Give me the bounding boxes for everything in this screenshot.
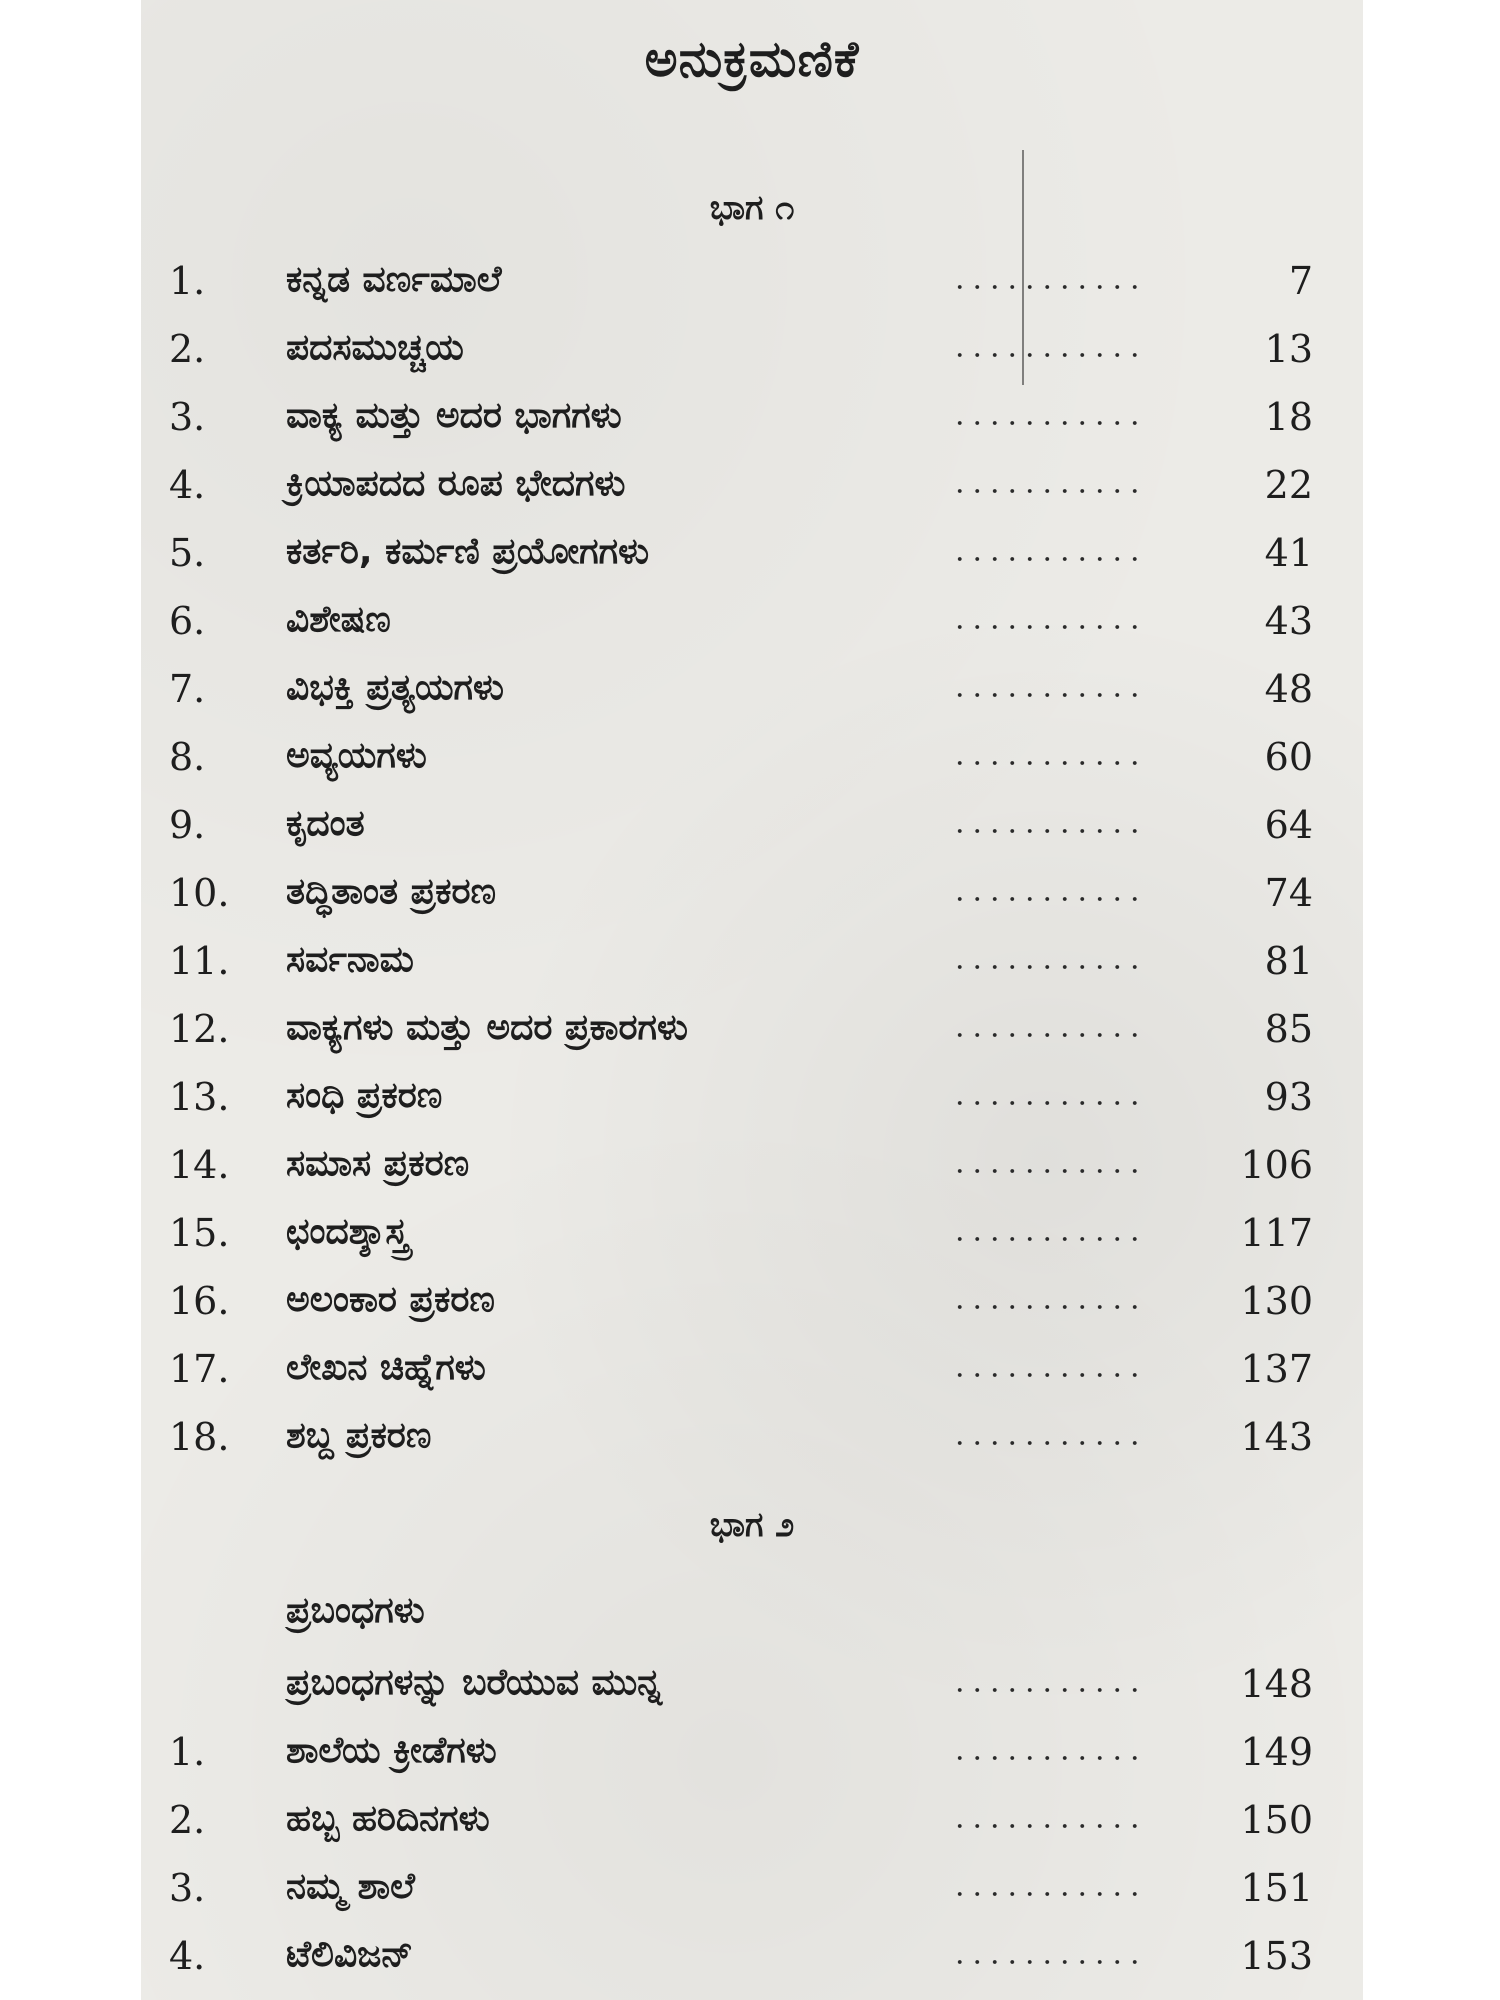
entry-page: 151 [1240, 1866, 1313, 1910]
dot-leader [951, 897, 1146, 901]
entry-number: 3. [169, 395, 206, 439]
entry-number: 2. [169, 327, 206, 371]
entry-page: 48 [1264, 667, 1313, 711]
entry-page: 85 [1264, 1007, 1313, 1051]
dot-leader [951, 1441, 1146, 1445]
entry-title: ಕನ್ನಡ ವರ್ಣಮಾಲೆ [286, 259, 502, 300]
part-2-heading: ಭಾಗ ೨ [709, 1505, 795, 1545]
entry-number: 7. [169, 667, 206, 711]
entry-number: 3. [169, 1866, 206, 1910]
toc-entry [141, 1071, 1363, 1133]
toc-entry [141, 1343, 1363, 1405]
toc-entry [141, 1726, 1363, 1788]
entry-title: ವಿಭಕ್ತಿ ಪ್ರತ್ಯಯಗಳು [286, 667, 504, 708]
entry-page: 7 [1288, 259, 1313, 303]
toc-entry [141, 663, 1363, 725]
dot-leader [951, 1033, 1146, 1037]
entry-page: 13 [1264, 327, 1313, 371]
dot-leader [951, 489, 1146, 493]
entry-number: 14. [169, 1143, 230, 1187]
toc-entry [141, 323, 1363, 385]
toc-entry [141, 799, 1363, 861]
toc-entry [141, 255, 1363, 317]
entry-title: ವಾಕ್ಯಗಳು ಮತ್ತು ಅದರ ಪ್ರಕಾರಗಳು [286, 1007, 688, 1048]
dot-leader [951, 1688, 1146, 1692]
entry-page: 153 [1240, 1934, 1313, 1978]
entry-number: 1. [169, 259, 206, 303]
entry-title: ಕೃದಂತ [286, 803, 365, 844]
entry-title: ಟೆಲಿವಿಜನ್ [286, 1934, 414, 1975]
dot-leader [951, 1305, 1146, 1309]
entry-title: ಕರ್ತರಿ, ಕರ್ಮಣಿ ಪ್ರಯೋಗಗಳು [286, 531, 650, 572]
entry-page: 137 [1240, 1347, 1313, 1391]
entry-title: ಶಬ್ದ ಪ್ರಕರಣ [286, 1415, 432, 1456]
entry-page: 18 [1264, 395, 1313, 439]
entry-number: 12. [169, 1007, 230, 1051]
entry-number: 4. [169, 463, 206, 507]
entry-title: ಕ್ರಿಯಾಪದದ ರೂಪ ಭೇದಗಳು [286, 463, 626, 504]
toc-entry [141, 1794, 1363, 1856]
entry-page: 148 [1240, 1662, 1313, 1706]
dot-leader [951, 421, 1146, 425]
dot-leader [951, 1373, 1146, 1377]
entry-title: ಸರ್ವನಾಮ [286, 939, 414, 980]
entry-number: 15. [169, 1211, 230, 1255]
entry-page: 81 [1264, 939, 1313, 983]
entry-number: 17. [169, 1347, 230, 1391]
entry-number: 13. [169, 1075, 230, 1119]
entry-title: ಶಾಲೆಯ ಕ್ರೀಡೆಗಳು [286, 1730, 497, 1771]
toc-entry [141, 1139, 1363, 1201]
entry-title: ಪದಸಮುಚ್ಚಯ [286, 327, 464, 368]
toc-entry [141, 595, 1363, 657]
dot-leader [951, 1756, 1146, 1760]
entry-number: 10. [169, 871, 230, 915]
entry-number: 2. [169, 1798, 206, 1842]
entry-page: 64 [1264, 803, 1313, 847]
book-page [141, 0, 1363, 2000]
toc-entry [141, 867, 1363, 929]
dot-leader [951, 285, 1146, 289]
toc-entry [141, 1275, 1363, 1337]
toc-entry [141, 1930, 1363, 1992]
toc-entry [141, 1003, 1363, 1065]
entry-title: ಅವ್ಯಯಗಳು [286, 735, 427, 776]
entry-page: 60 [1264, 735, 1313, 779]
dot-leader [951, 1237, 1146, 1241]
toc-entry [141, 1207, 1363, 1269]
entry-number: 16. [169, 1279, 230, 1323]
entry-title: ಪ್ರಬಂಧಗಳನ್ನು ಬರೆಯುವ ಮುನ್ನ [286, 1662, 663, 1703]
entry-number: 9. [169, 803, 206, 847]
entry-title: ಅಲಂಕಾರ ಪ್ರಕರಣ [286, 1279, 495, 1320]
entry-number: 18. [169, 1415, 230, 1459]
entry-number: 1. [169, 1730, 206, 1774]
entry-title: ತದ್ಧಿತಾಂತ ಪ್ರಕರಣ [286, 871, 497, 912]
entry-page: 149 [1240, 1730, 1313, 1774]
entry-page: 130 [1240, 1279, 1313, 1323]
dot-leader [951, 1101, 1146, 1105]
entry-title: ವಿಶೇಷಣ [286, 599, 391, 640]
dot-leader [951, 625, 1146, 629]
entry-number: 4. [169, 1934, 206, 1978]
dot-leader [951, 693, 1146, 697]
entry-title: ಸಂಧಿ ಪ್ರಕರಣ [286, 1075, 443, 1116]
dot-leader [951, 761, 1146, 765]
dot-leader [951, 1960, 1146, 1964]
entry-title: ವಾಕ್ಯ ಮತ್ತು ಅದರ ಭಾಗಗಳು [286, 395, 622, 436]
dot-leader [951, 353, 1146, 357]
toc-entry [141, 731, 1363, 793]
entry-page: 22 [1264, 463, 1313, 507]
entry-page: 143 [1240, 1415, 1313, 1459]
toc-entry [141, 1411, 1363, 1473]
toc-entry [141, 935, 1363, 997]
entry-number: 11. [169, 939, 230, 983]
page-title: ಅನುಕ್ರಮಣಿಕೆ [644, 30, 860, 88]
entry-page: 74 [1264, 871, 1313, 915]
toc-entry [141, 1862, 1363, 1924]
entry-number: 6. [169, 599, 206, 643]
entry-number: 5. [169, 531, 206, 575]
dot-leader [951, 965, 1146, 969]
toc-entry [141, 391, 1363, 453]
dot-leader [951, 1892, 1146, 1896]
toc-entry [141, 1658, 1363, 1720]
entry-page: 150 [1240, 1798, 1313, 1842]
part-1-heading: ಭಾಗ ೧ [709, 188, 795, 228]
dot-leader [951, 829, 1146, 833]
dot-leader [951, 557, 1146, 561]
toc-entry [141, 459, 1363, 521]
entry-number: 8. [169, 735, 206, 779]
toc-entry [141, 527, 1363, 589]
entry-title: ಛಂದಶ್ಶಾಸ್ತ್ರ [286, 1211, 409, 1252]
entry-page: 41 [1264, 531, 1313, 575]
entry-title: ಲೇಖನ ಚಿಹ್ನೆಗಳು [286, 1347, 486, 1388]
entry-page: 106 [1240, 1143, 1313, 1187]
entry-title: ಹಬ್ಬ ಹರಿದಿನಗಳು [286, 1798, 490, 1839]
entry-title: ಸಮಾಸ ಪ್ರಕರಣ [286, 1143, 470, 1184]
entry-page: 93 [1264, 1075, 1313, 1119]
entry-page: 43 [1264, 599, 1313, 643]
dot-leader [951, 1169, 1146, 1173]
dot-leader [951, 1824, 1146, 1828]
entry-page: 117 [1240, 1211, 1313, 1255]
essays-subheading: ಪ್ರಬಂಧಗಳು [286, 1590, 425, 1631]
entry-title: ನಮ್ಮ ಶಾಲೆ [286, 1866, 415, 1907]
